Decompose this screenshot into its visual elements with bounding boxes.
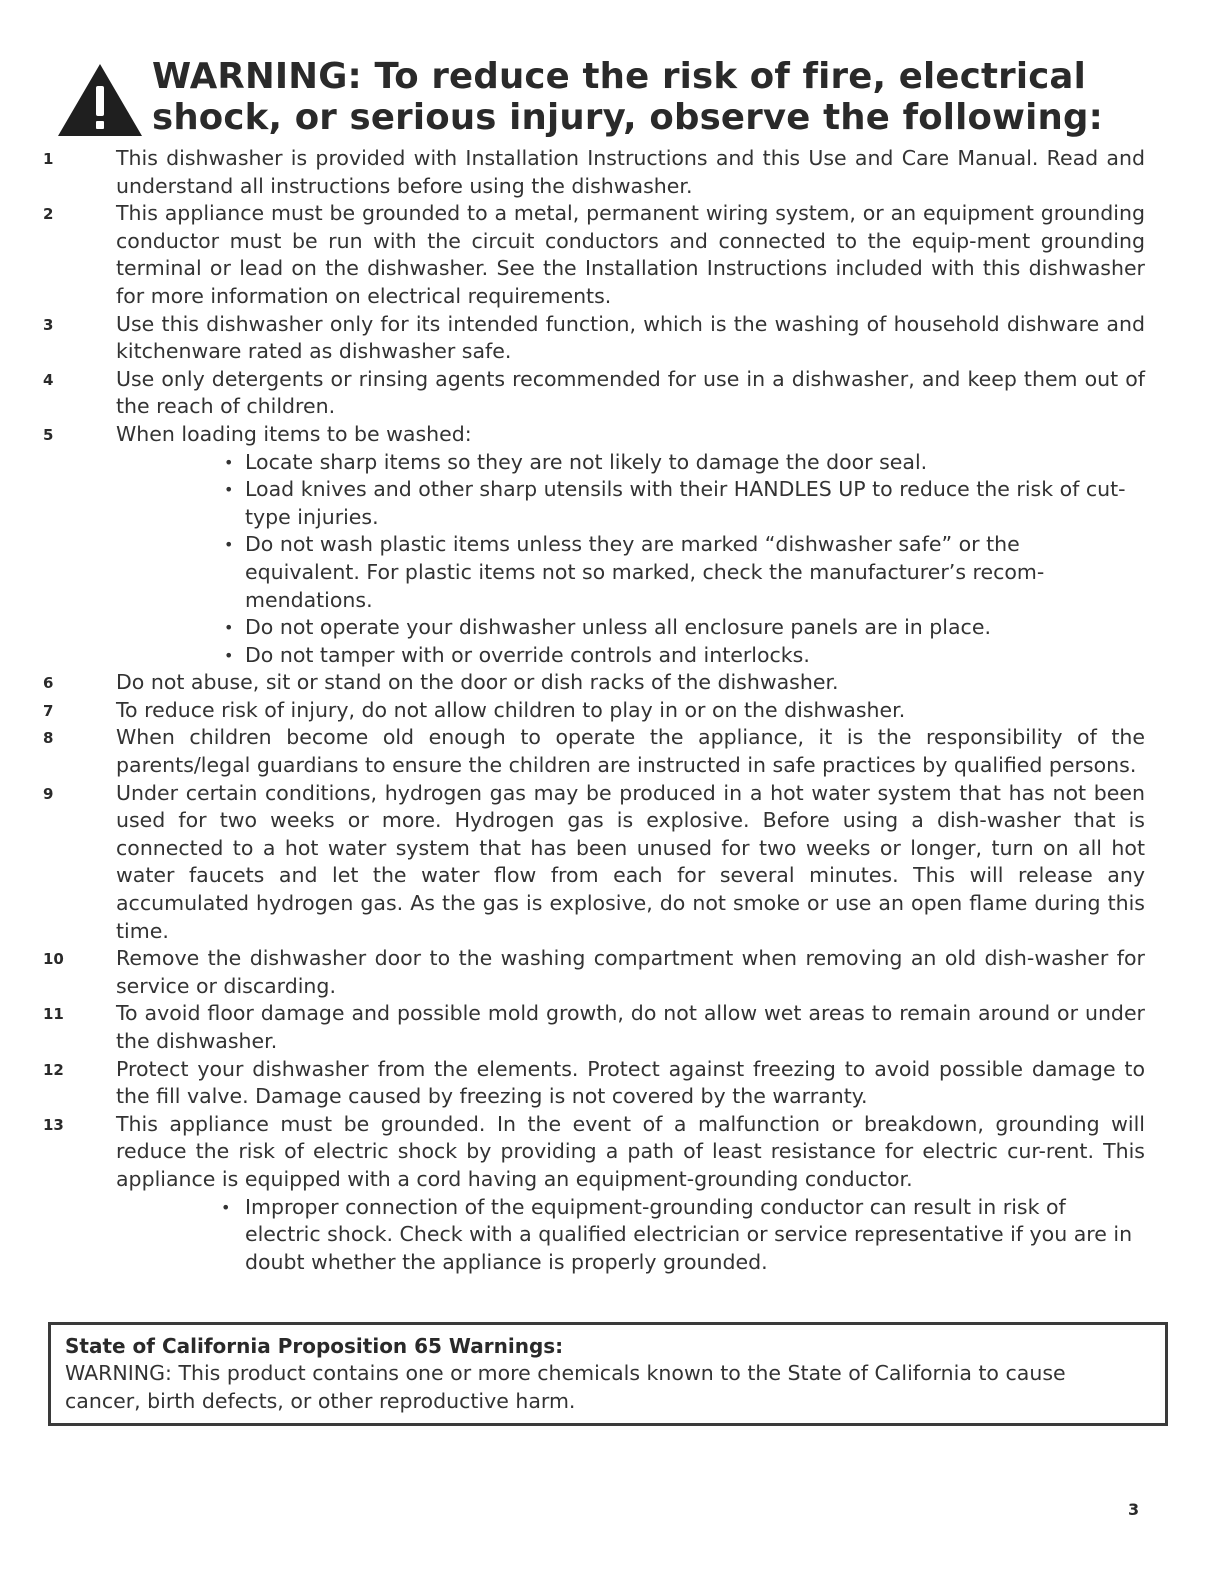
list-item — [0, 311, 1225, 366]
list-item — [0, 421, 1225, 669]
list-item — [0, 200, 1225, 310]
list-item — [0, 669, 1225, 697]
sub-item-text: Load knives and other sharp utensils with their HANDLES UP to reduce the risk of cut-type injuries. — [245, 477, 1126, 529]
list-item — [0, 724, 1225, 779]
warning-heading-line-1: WARNING: To reduce the risk of fire, electrical — [152, 56, 1086, 97]
item-number: 11 — [43, 1005, 64, 1024]
item-text: This dishwasher is provided with Installation Instructions and this Use and Care Manual. Read and understand all instructions before using the dishwasher. — [116, 146, 1145, 198]
bullet: • — [224, 480, 234, 500]
grounding-sublist — [116, 1194, 1145, 1277]
california-prop65-box — [48, 1322, 1168, 1426]
item-text: When children become old enough to operate the appliance, it is the responsibility of the parents/legal guardians to ensure the children are instructed in safe practices by qualified persons. — [116, 725, 1145, 778]
list-item — [0, 1000, 1225, 1055]
list-item — [0, 780, 1225, 946]
list-item — [0, 145, 1225, 200]
sub-item-text: Improper connection of the equipment-grounding conductor can result in risk of electric shock. Check with a qualified electrician or service representative if you are in doubt whether the appliance is properly grounded. — [245, 1194, 1133, 1274]
item-text: To reduce risk of injury, do not allow children to play in or on the dishwasher. — [116, 697, 906, 722]
bullet: • — [221, 1197, 231, 1217]
sub-list-item — [116, 531, 1145, 614]
item-number: 7 — [43, 701, 54, 720]
item-number: 8 — [43, 729, 54, 748]
item-text: Protect your dishwasher from the elements. Protect against freezing to avoid possible damage to the fill valve. Damage caused by freezing is not covered by the warranty. — [116, 1056, 1145, 1109]
sub-list-item — [116, 449, 1145, 477]
warning-triangle-icon — [56, 62, 144, 138]
item-number: 3 — [43, 315, 54, 334]
item-number: 13 — [43, 1115, 64, 1134]
list-item — [0, 945, 1225, 1000]
item-text: When loading items to be washed: — [116, 421, 472, 446]
loading-sublist — [116, 449, 1145, 670]
california-prop65-text: WARNING: This product contains one or more chemicals known to the State of California to cause cancer, birth defects, or other reproductive harm. — [65, 1361, 1066, 1413]
california-prop65-title: State of California Proposition 65 Warnings: — [65, 1334, 564, 1358]
item-text: Do not abuse, sit or stand on the door or dish racks of the dishwasher. — [116, 670, 839, 695]
item-text: This appliance must be grounded. In the event of a malfunction or breakdown, grounding will reduce the risk of electric shock by providing a path of least resistance for electric cur-rent. This appliance is equipped with a cord having an equipment-grounding conductor. — [116, 1111, 1145, 1191]
list-item — [0, 697, 1225, 725]
item-number: 2 — [43, 205, 54, 224]
item-number: 4 — [43, 370, 54, 389]
page-number: 3 — [1128, 1500, 1140, 1519]
item-text: Under certain conditions, hydrogen gas may be produced in a hot water system that has not been used for two weeks or more. Hydrogen gas is explosive. Before using a dish-washer that is connected to a hot water system that has been unused for two weeks or longer, turn on all hot water faucets and let the water flow from each for several minutes. This will release any accumulated hydrogen gas. As the gas is explosive, do not smoke or use an open flame during this time. — [116, 780, 1145, 943]
sub-item-text: Do not wash plastic items unless they are marked “dishwasher safe” or the equivalent. For plastic items not so marked, check the manufacturer’s recom-mendations. — [245, 532, 1045, 612]
item-number: 12 — [43, 1060, 64, 1079]
item-number: 6 — [43, 674, 54, 693]
bullet: • — [224, 452, 234, 472]
sub-list-item — [116, 1194, 1145, 1277]
sub-list-item — [116, 614, 1145, 642]
warning-heading-line-2: shock, or serious injury, observe the following: — [152, 97, 1103, 138]
list-item — [0, 1056, 1225, 1111]
list-item — [0, 1111, 1225, 1277]
sub-item-text: Locate sharp items so they are not likely to damage the door seal. — [245, 449, 928, 474]
sub-item-text: Do not tamper with or override controls and interlocks. — [245, 642, 810, 667]
safety-instructions-list — [0, 145, 1225, 1276]
sub-item-text: Do not operate your dishwasher unless all enclosure panels are in place. — [245, 615, 991, 640]
bullet: • — [224, 618, 234, 638]
item-text: Remove the dishwasher door to the washing compartment when removing an old dish-washer for service or discarding. — [116, 946, 1145, 998]
item-text: Use only detergents or rinsing agents recommended for use in a dishwasher, and keep them out of the reach of children. — [116, 366, 1145, 419]
warning-heading — [56, 56, 1176, 140]
item-text: This appliance must be grounded to a metal, permanent wiring system, or an equipment grounding conductor must be run with the circuit conductors and connected to the equip-ment grounding terminal or lead on the dishwasher. See the Installation Instructions included with this dishwasher for more information on electrical requirements. — [116, 201, 1145, 308]
item-number: 10 — [43, 950, 64, 969]
bullet: • — [224, 535, 234, 555]
item-text: Use this dishwasher only for its intended function, which is the washing of household dishware and kitchenware rated as dishwasher safe. — [116, 311, 1145, 364]
item-number: 5 — [43, 425, 54, 444]
item-number: 1 — [43, 150, 54, 168]
item-text: To avoid floor damage and possible mold growth, do not allow wet areas to remain around or under the dishwasher. — [116, 1001, 1145, 1053]
bullet: • — [224, 645, 234, 665]
item-number: 9 — [43, 784, 54, 803]
warning-heading-text — [152, 56, 1182, 138]
sub-list-item — [116, 476, 1145, 531]
list-item — [0, 366, 1225, 421]
sub-list-item — [116, 642, 1145, 670]
